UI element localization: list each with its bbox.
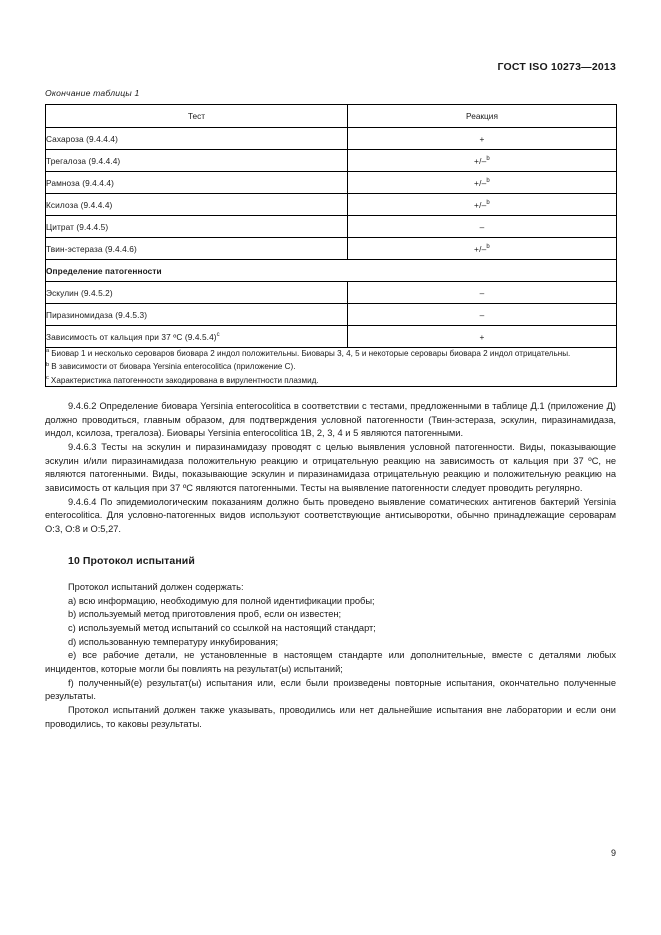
cell-test-name: Трегалоза (9.4.4.4) (46, 150, 348, 172)
cell-reaction-value: + (348, 326, 617, 348)
table-footnote: $^c$ Характеристика патогенности закодирована в вирулентности плазмид. (46, 375, 319, 385)
cell-reaction-value: +/–$^b$ (348, 194, 617, 216)
footnote-marker: b (46, 361, 50, 368)
paragraph-report-closing: Протокол испытаний должен также указывать, проводились или нет дальнейшие испытания вне лаборатории и если они проводились, то каковы результаты. (45, 704, 616, 729)
cell-reaction-value: +/–$^b$ (348, 150, 617, 172)
table-row (46, 282, 617, 304)
cell-reaction-value: – (348, 282, 617, 304)
list-item: a) всю информацию, необходимую для полной идентификации пробы; (68, 595, 375, 606)
paragraph-9-4-6-4: 9.4.6.4 По эпидемиологическим показаниям должно быть проведено выявление соматических антигенов бактерий Yersinia enterocolitica. Для условно-патогенных видов используют соответствующие антисыворотки, обычно принадлежащие сероварам О:3, О:8 и О:5,27. (45, 496, 616, 534)
section-heading-10: 10 Протокол испытаний (68, 554, 195, 567)
list-item: b) используемый метод приготовления проб, если он известен; (68, 609, 342, 620)
paragraph-9-4-6-3: 9.4.6.3 Тесты на эскулин и пиразинамидазу проводят с целью выявления условной патогенности. Виды, показывающие эскулин и/или пиразинамидаза положительную реакцию и отрицательную реакцию на зависимость от кальция при 37 ºС, не являются патогенными. Виды, показывающие эскулин и пиразинамидаза отрицательную реакцию и положительную реакцию на зависимость от кальция при 37 ºС являются патогенными. Тесты на выявление патогенности следует проводить регулярно. (45, 441, 616, 493)
list-item: c) используемый метод испытаний со ссылкой на настоящий стандарт; (68, 622, 376, 633)
table-row (46, 172, 617, 194)
table-row (46, 150, 617, 172)
table-header (46, 105, 617, 128)
table-row (46, 238, 617, 260)
table-footnotes (46, 348, 617, 387)
running-header-standard-number: ГОСТ ISO 10273—2013 (497, 61, 616, 73)
table-body (46, 128, 617, 348)
cell-test-name: Зависимость от кальция при 37 ºС $(9.4.5.4)^c$ (46, 326, 348, 348)
footnote-marker: c (216, 331, 220, 338)
cell-test-name: Сахароза (9.4.4.4) (46, 128, 348, 150)
body-text-block-1 (45, 400, 616, 731)
footnote-marker: c (46, 375, 49, 382)
table-section-row-label: Определение патогенности (46, 260, 617, 282)
table-header-row (46, 105, 617, 128)
table-row (46, 194, 617, 216)
table-row (46, 304, 617, 326)
list-item: f) полученный(е) результат(ы) испытания или, если были произведены повторные испытания, окончательно полученные результаты. (45, 677, 616, 702)
column-header-test: Тест (46, 105, 348, 128)
table-row (46, 216, 617, 238)
table-footnotes-row (46, 348, 617, 387)
table-1-continuation (45, 104, 616, 387)
table-row (46, 260, 617, 282)
list-item: e) все рабочие детали, не установленные в настоящем стандарте или дополнительные, вместе с деталями любых инцидентов, которые могли бы повлиять на результат(ы) испытаний; (45, 650, 616, 674)
footnotes-cell (46, 348, 617, 387)
cell-reaction-value: +/–$^b$ (348, 238, 617, 260)
cell-test-name: Эскулин (9.4.5.2) (46, 282, 348, 304)
spacer-after-heading (45, 569, 616, 581)
cell-test-name: Рамноза (9.4.4.4) (46, 172, 348, 194)
table-row (46, 128, 617, 150)
footnote-marker: b (486, 199, 490, 206)
footnote-marker: b (486, 177, 490, 184)
paragraph-9-4-6-2: 9.4.6.2 Определение биовара Yersinia enterocolitica в соответствии с тестами, предложенными в таблице Д.1 (приложение Д) должно проводиться, главным образом, для подтверждения условной патогенности (Твин-эстераза, эскулин, пиразинамидаза, индол, ксилоза, трегалоза). Биовары Yersinia enterocolitica 1В, 2, 3, 4 и 5 являются патогенными. (45, 401, 616, 439)
list-item: d) использованную температуру инкубирования; (68, 636, 279, 647)
footnote-marker: b (486, 155, 490, 162)
cell-test-name: Твин-эстераза (9.4.4.6) (46, 238, 348, 260)
cell-test-name: Ксилоза (9.4.4.4) (46, 194, 348, 216)
report-requirements-list (45, 595, 616, 704)
table-footnote: $^b$ В зависимости от биовара Yersinia enterocolitica (приложение С). (46, 361, 296, 372)
table-caption: Окончание таблицы 1 (45, 88, 140, 98)
footnote-marker: a (46, 348, 50, 355)
column-header-reaction: Реакция (348, 105, 617, 128)
results-table (45, 104, 617, 387)
cell-test-name: Пиразиномидаза (9.4.5.3) (46, 304, 348, 326)
cell-test-name: Цитрат (9.4.4.5) (46, 216, 348, 238)
cell-reaction-value: + (348, 128, 617, 150)
table-row (46, 326, 617, 348)
paragraph-report-intro: Протокол испытаний должен содержать: (68, 581, 244, 592)
cell-reaction-value: +/–$^b$ (348, 172, 617, 194)
cell-reaction-value: – (348, 304, 617, 326)
page-number: 9 (610, 848, 616, 858)
cell-reaction-value: – (348, 216, 617, 238)
table-footnote: $^a$ Биовар 1 и несколько сероваров биовара 2 индол положительны. Биовары 3, 4, 5 и некоторые серовары биовара 2 индол отрицательны. (46, 348, 571, 358)
spacer-before-heading (45, 537, 616, 554)
footnote-marker: b (486, 243, 490, 250)
